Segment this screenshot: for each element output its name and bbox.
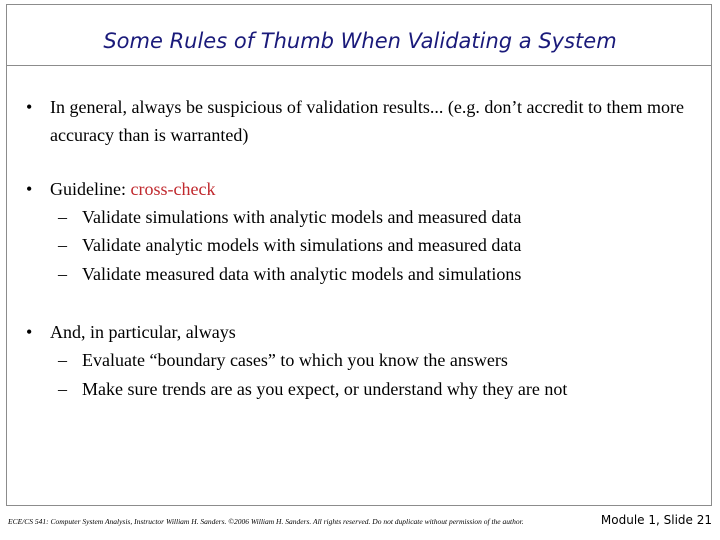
sub-bullet-text: Validate simulations with analytic models and measured data <box>82 207 522 227</box>
slide-number: Module 1, Slide 21 <box>600 513 712 527</box>
bullet-2-prefix: Guideline: <box>50 179 131 199</box>
footer-credit: ECE/CS 541: Computer System Analysis, Instructor William H. Sanders. ©2006 William H. Sanders. All rights reserved. Do not duplicate without permission of the author. <box>8 517 524 526</box>
bullet-marker: • <box>26 97 33 117</box>
sub-bullet-dash: – <box>58 207 67 227</box>
bullet-marker: • <box>26 179 33 199</box>
bullet-marker: • <box>26 322 33 342</box>
sub-bullet-text: Validate measured data with analytic models and simulations <box>82 264 522 284</box>
sub-bullet-text: Evaluate “boundary cases” to which you know the answers <box>82 350 508 370</box>
sub-bullet-dash: – <box>58 379 67 399</box>
title-box <box>6 4 712 66</box>
sub-bullet-dash: – <box>58 235 67 255</box>
sub-bullet-text: Validate analytic models with simulations and measured data <box>82 235 522 255</box>
bullet-1-text: In general, always be suspicious of validation results... (e.g. don’t accredit to them more accuracy than is warranted) <box>50 97 684 145</box>
slide-title: Some Rules of Thumb When Validating a System <box>103 29 617 53</box>
bullet-3-text: And, in particular, always <box>50 322 236 342</box>
sub-bullet-dash: – <box>58 350 67 370</box>
sub-bullet-dash: – <box>58 264 67 284</box>
bullet-2-text <box>50 175 690 203</box>
cross-check-highlight: cross-check <box>130 179 216 199</box>
sub-bullet-text: Make sure trends are as you expect, or understand why they are not <box>82 379 568 399</box>
